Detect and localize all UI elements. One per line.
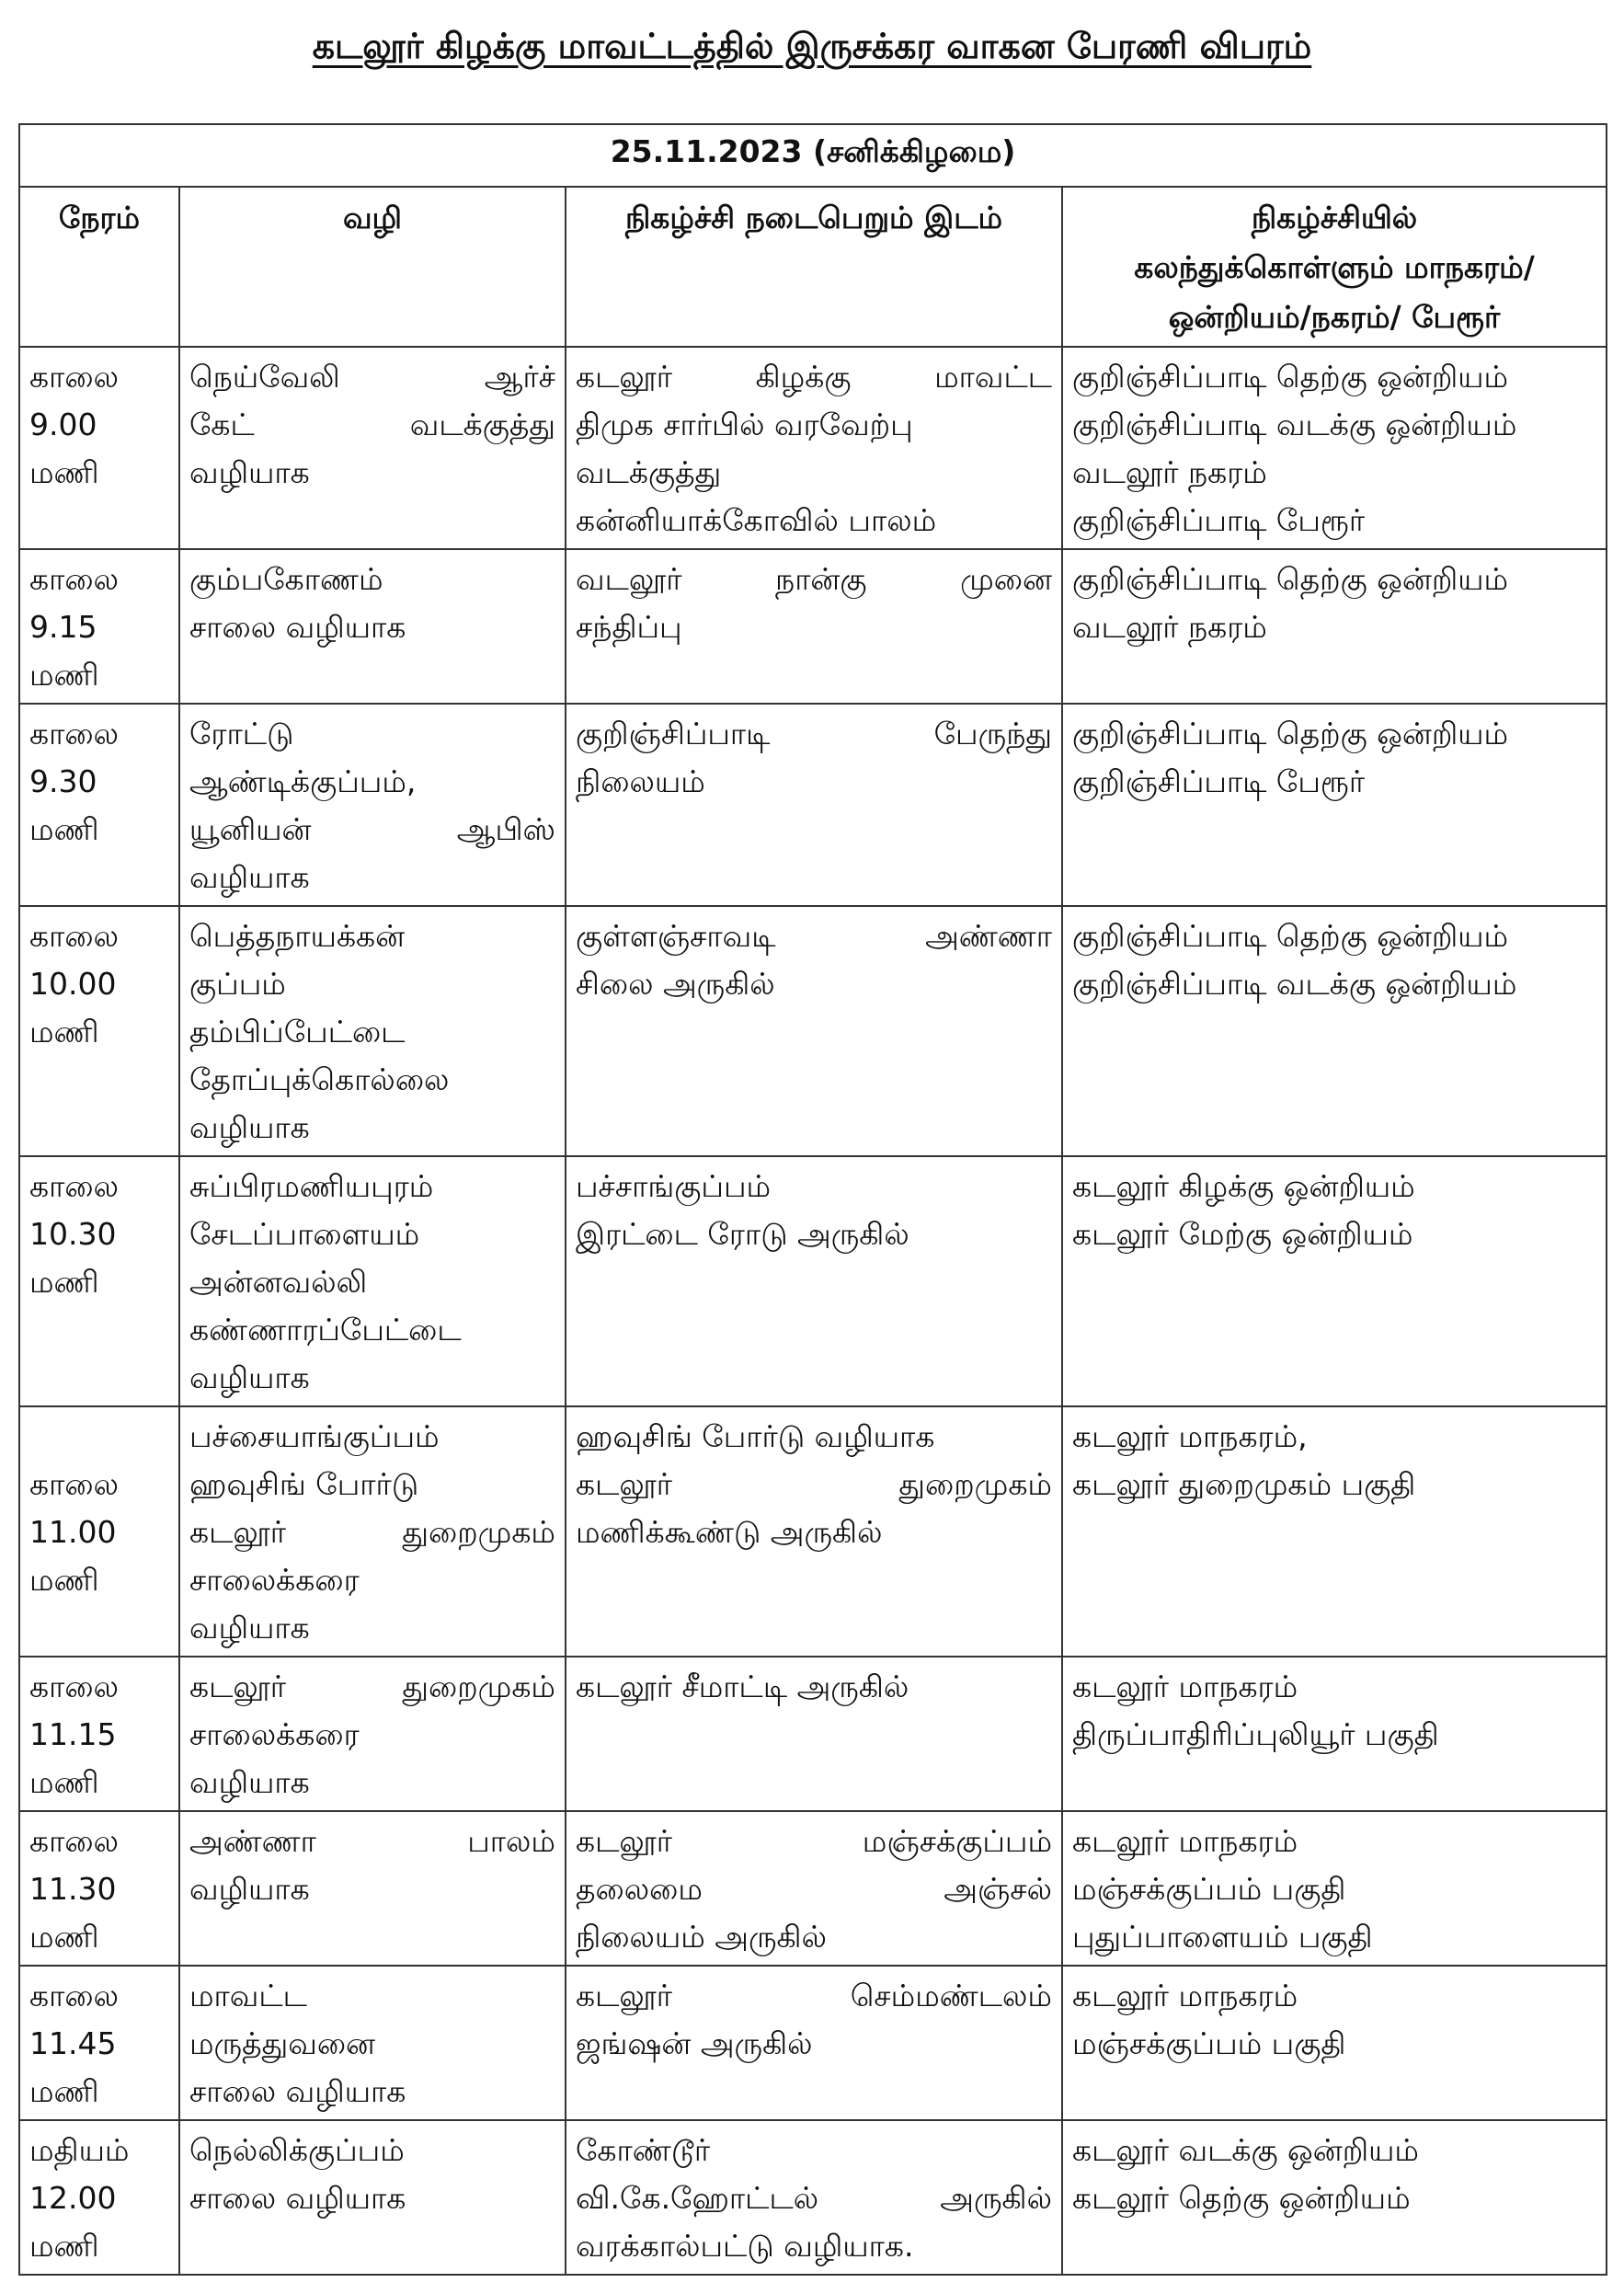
cell-time [19, 1657, 179, 1811]
venue-line: மணிக்கூண்டு அருகில் [576, 1514, 883, 1550]
cell-time [19, 2120, 179, 2275]
cell-venue [566, 347, 1062, 549]
time-line: 10.00 [29, 966, 117, 1002]
venue-line: சிலை அருகில் [576, 966, 775, 1002]
units-line: கடலூர் மாநகரம், [1072, 1418, 1308, 1454]
time-line: 9.15 [29, 609, 97, 645]
cell-units [1062, 1811, 1607, 1966]
cell-units [1062, 1657, 1607, 1811]
units-line: குறிஞ்சிப்பாடி தெற்கு ஒன்றியம் [1072, 716, 1509, 751]
route-line: வழியாக [189, 1610, 310, 1646]
units-line: கடலூர் மாநகரம் [1072, 1978, 1298, 2013]
cell-route [179, 1657, 566, 1811]
header-time: நேரம் [19, 187, 179, 347]
venue-line: ஹவுசிங் போர்டு வழியாக [576, 1418, 935, 1454]
cell-venue [566, 1156, 1062, 1406]
page-title [0, 26, 1624, 68]
units-line: குறிஞ்சிப்பாடி தெற்கு ஒன்றியம் [1072, 359, 1509, 395]
units-line: மஞ்சக்குப்பம் பகுதி [1072, 1871, 1346, 1907]
cell-time [19, 1811, 179, 1966]
venue-line: நிலையம் அருகில் [576, 1919, 827, 1955]
units-line: மஞ்சக்குப்பம் பகுதி [1072, 2025, 1346, 2061]
units-line: கடலூர் மாநகரம் [1072, 1669, 1298, 1704]
time-line: 9.00 [29, 407, 97, 442]
table-row [19, 549, 1607, 704]
time-line: காலை [29, 1669, 119, 1704]
table-row [19, 2120, 1607, 2275]
cell-time [19, 1156, 179, 1406]
table-row [19, 1406, 1607, 1657]
cell-venue [566, 704, 1062, 906]
route-line: சுப்பிரமணியபுரம் [189, 1168, 434, 1204]
venue-line: ஜங்ஷன் அருகில் [576, 2025, 813, 2061]
route-line: சாலை வழியாக [189, 609, 406, 645]
cell-units [1062, 2120, 1607, 2275]
venue-line: குள்ளஞ்சாவடி அண்ணா [576, 918, 1052, 954]
time-line: மணி [29, 811, 99, 847]
route-line: சாலை வழியாக [189, 2180, 406, 2216]
units-line: புதுப்பாளையம் பகுதி [1072, 1919, 1373, 1955]
date-heading: 25.11.2023 (சனிக்கிழமை) [19, 124, 1607, 187]
units-line: வடலூர் நகரம் [1072, 609, 1267, 645]
time-line: 11.15 [29, 1716, 117, 1752]
time-line: மணி [29, 1014, 99, 1050]
units-line: குறிஞ்சிப்பாடி தெற்கு ஒன்றியம் [1072, 561, 1509, 597]
venue-line: கடலூர் மஞ்சக்குப்பம் [576, 1823, 1052, 1859]
venue-line: வி.கே.ஹோட்டல் அருகில் [576, 2180, 1052, 2216]
route-line: கேட் வடக்குத்து [189, 407, 555, 442]
cell-venue [566, 1406, 1062, 1657]
table-row [19, 1811, 1607, 1966]
time-line: மணி [29, 1764, 99, 1800]
route-line: ரோட்டு [189, 716, 294, 751]
cell-units [1062, 906, 1607, 1156]
route-line: சாலைக்கரை [189, 1716, 360, 1752]
time-line: மணி [29, 2073, 99, 2109]
units-line: குறிஞ்சிப்பாடி தெற்கு ஒன்றியம் [1072, 918, 1509, 954]
route-line: அண்ணா பாலம் [189, 1823, 555, 1859]
time-line: 11.30 [29, 1871, 117, 1907]
time-line: 11.45 [29, 2025, 117, 2061]
venue-line: கடலூர் செம்மண்டலம் [576, 1978, 1052, 2013]
time-line: காலை [29, 918, 119, 954]
venue-line: இரட்டை ரோடு அருகில் [576, 1216, 909, 1252]
route-line: மாவட்ட [189, 1978, 307, 2013]
time-line: மணி [29, 1919, 99, 1955]
time-line: 12.00 [29, 2180, 117, 2216]
venue-line: பச்சாங்குப்பம் [576, 1168, 772, 1204]
venue-line: கடலூர் சீமாட்டி அருகில் [576, 1669, 909, 1704]
time-line: காலை [29, 359, 119, 395]
units-line: கடலூர் மாநகரம் [1072, 1823, 1298, 1859]
header-units: நிகழ்ச்சியில் கலந்துக்கொள்ளும் மாநகரம்/ஒன்றியம்/நகரம்/ பேரூர் [1062, 187, 1607, 347]
units-line: குறிஞ்சிப்பாடி பேரூர் [1072, 502, 1366, 538]
cell-time [19, 1406, 179, 1657]
units-line: கடலூர் துறைமுகம் பகுதி [1072, 1466, 1416, 1502]
cell-route [179, 347, 566, 549]
time-line: காலை [29, 1466, 119, 1502]
time-line: மணி [29, 2228, 99, 2264]
time-line [29, 1413, 169, 1461]
cell-units [1062, 1406, 1607, 1657]
time-line: காலை [29, 1823, 119, 1859]
route-line: வழியாக [189, 1359, 310, 1395]
time-line: மணி [29, 1562, 99, 1598]
time-line: காலை [29, 561, 119, 597]
venue-line: கோண்டூர் [576, 2132, 711, 2168]
time-line: 11.00 [29, 1514, 117, 1550]
cell-venue [566, 549, 1062, 704]
route-line: ஆண்டிக்குப்பம், [189, 763, 417, 799]
cell-venue [566, 1811, 1062, 1966]
venue-line: சந்திப்பு [576, 609, 682, 645]
header-route: வழி [179, 187, 566, 347]
route-line: கும்பகோணம் [189, 561, 383, 597]
venue-line: வடக்குத்து [576, 454, 722, 490]
route-line: வழியாக [189, 1871, 310, 1907]
time-line: 10.30 [29, 1216, 117, 1252]
units-line: கடலூர் வடக்கு ஒன்றியம் [1072, 2132, 1419, 2168]
route-line: அன்னவல்லி [189, 1264, 368, 1300]
cell-venue [566, 1966, 1062, 2120]
route-line: கடலூர் துறைமுகம் [189, 1669, 555, 1704]
units-line: கடலூர் தெற்கு ஒன்றியம் [1072, 2180, 1411, 2216]
cell-units [1062, 347, 1607, 549]
cell-units [1062, 549, 1607, 704]
time-line: மணி [29, 454, 99, 490]
cell-route [179, 2120, 566, 2275]
route-line: யூனியன் ஆபிஸ் [189, 811, 555, 847]
cell-time [19, 1966, 179, 2120]
venue-line: வடலூர் நான்கு முனை [576, 561, 1052, 597]
venue-line: வரக்கால்பட்டு வழியாக. [576, 2228, 914, 2264]
table-row [19, 347, 1607, 549]
cell-time [19, 549, 179, 704]
table-row [19, 704, 1607, 906]
cell-time [19, 704, 179, 906]
time-line: 9.30 [29, 763, 97, 799]
route-line: சேடப்பாளையம் [189, 1216, 420, 1252]
route-line: வழியாக [189, 1764, 310, 1800]
units-line: திருப்பாதிரிப்புலியூர் பகுதி [1072, 1716, 1439, 1752]
cell-units [1062, 1156, 1607, 1406]
route-line: பெத்தநாயக்கன் [189, 918, 406, 954]
venue-line: கடலூர் துறைமுகம் [576, 1466, 1052, 1502]
route-line: ஹவுசிங் போர்டு [189, 1466, 419, 1502]
route-line: கண்ணாரப்பேட்டை [189, 1312, 462, 1348]
route-line: தோப்புக்கொல்லை [189, 1061, 450, 1097]
table-row [19, 1156, 1607, 1406]
cell-units [1062, 1966, 1607, 2120]
header-row [19, 187, 1607, 347]
time-line: காலை [29, 716, 119, 751]
units-line: வடலூர் நகரம் [1072, 454, 1267, 490]
route-line: கடலூர் துறைமுகம் [189, 1514, 555, 1550]
table-row [19, 1657, 1607, 1811]
route-line: வழியாக [189, 1109, 310, 1145]
venue-line: நிலையம் [576, 763, 705, 799]
venue-line: குறிஞ்சிப்பாடி பேருந்து [576, 716, 1052, 751]
cell-venue [566, 906, 1062, 1156]
cell-venue [566, 2120, 1062, 2275]
route-line: சாலை வழியாக [189, 2073, 406, 2109]
cell-route [179, 906, 566, 1156]
cell-route [179, 549, 566, 704]
route-line: வழியாக [189, 454, 310, 490]
cell-venue [566, 1657, 1062, 1811]
route-line: சாலைக்கரை [189, 1562, 360, 1598]
route-line: நெல்லிக்குப்பம் [189, 2132, 405, 2168]
cell-route [179, 704, 566, 906]
schedule-body [19, 347, 1607, 2275]
route-line: குப்பம் [189, 966, 286, 1002]
cell-units [1062, 704, 1607, 906]
time-line: காலை [29, 1168, 119, 1204]
venue-line: தலைமை அஞ்சல் [576, 1871, 1052, 1907]
header-venue: நிகழ்ச்சி நடைபெறும் இடம் [566, 187, 1062, 347]
time-line: மதியம் [29, 2132, 130, 2168]
route-line: வழியாக [189, 859, 310, 895]
units-line: கடலூர் மேற்கு ஒன்றியம் [1072, 1216, 1413, 1252]
venue-line: கன்னியாக்கோவில் பாலம் [576, 502, 937, 538]
route-line: தம்பிப்பேட்டை [189, 1014, 406, 1050]
time-line: மணி [29, 1264, 99, 1300]
route-line: பச்சையாங்குப்பம் [189, 1418, 440, 1454]
cell-route [179, 1156, 566, 1406]
venue-line: திமுக சார்பில் வரவேற்பு [576, 407, 913, 442]
cell-route [179, 1966, 566, 2120]
page-title-text: கடலூர் கிழக்கு மாவட்டத்தில் இருசக்கர வாகன பேரணி விபரம் [312, 26, 1312, 66]
date-row [19, 124, 1607, 187]
units-line: கடலூர் கிழக்கு ஒன்றியம் [1072, 1168, 1415, 1204]
cell-route [179, 1811, 566, 1966]
rally-schedule-table [18, 123, 1607, 2276]
time-line: காலை [29, 1978, 119, 2013]
cell-time [19, 347, 179, 549]
units-line: குறிஞ்சிப்பாடி வடக்கு ஒன்றியம் [1072, 407, 1517, 442]
cell-time [19, 906, 179, 1156]
venue-line: கடலூர் கிழக்கு மாவட்ட [576, 359, 1052, 395]
route-line: மருத்துவனை [189, 2025, 376, 2061]
units-line: குறிஞ்சிப்பாடி வடக்கு ஒன்றியம் [1072, 966, 1517, 1002]
table-row [19, 906, 1607, 1156]
route-line: நெய்வேலி ஆர்ச் [189, 359, 555, 395]
table-row [19, 1966, 1607, 2120]
units-line: குறிஞ்சிப்பாடி பேரூர் [1072, 763, 1366, 799]
time-line: மணி [29, 657, 99, 693]
cell-route [179, 1406, 566, 1657]
